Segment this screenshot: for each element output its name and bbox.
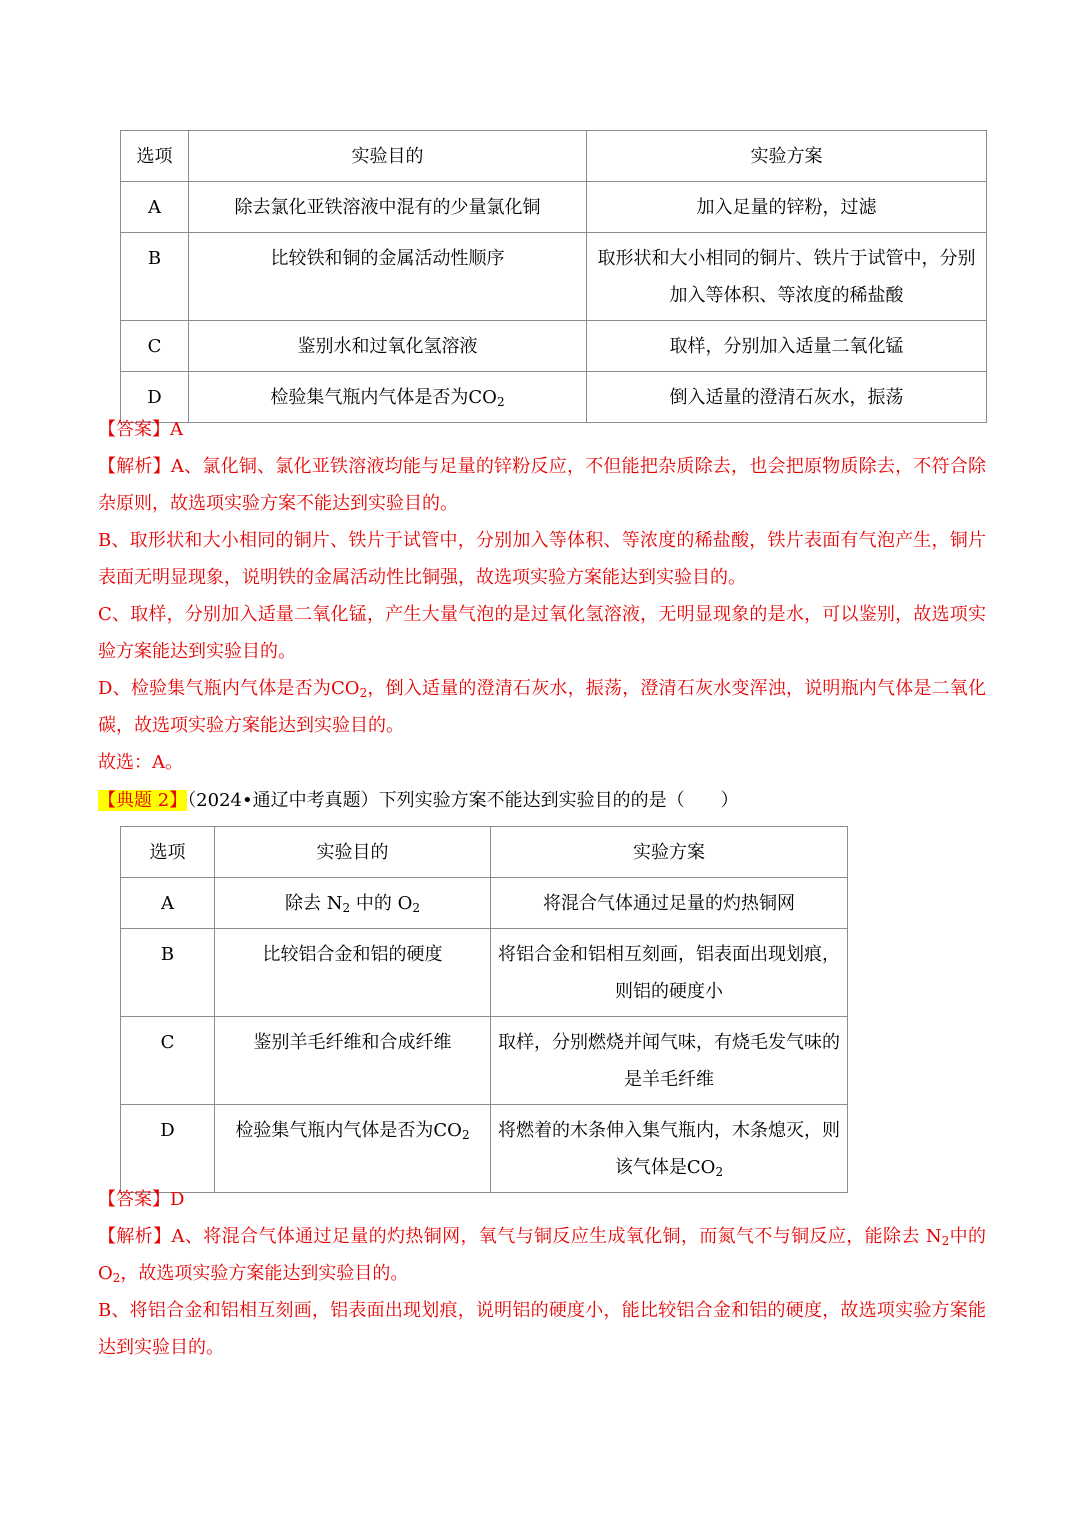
table-row xyxy=(121,182,987,233)
formula-subscript: 2 xyxy=(359,686,368,700)
goal-cell xyxy=(215,878,491,929)
header-option: 选项 xyxy=(121,827,215,878)
goal-cell: 鉴别水和过氧化氢溶液 xyxy=(189,321,587,372)
table-header-row xyxy=(121,827,848,878)
formula-subscript: 2 xyxy=(715,1165,724,1179)
answer-line xyxy=(98,411,986,448)
conclusion-line: 故选：A。 xyxy=(98,752,183,773)
analysis-paragraph-b: B、取形状和大小相同的铜片、铁片于试管中，分别加入等体积、等浓度的稀盐酸，铁片表面有气泡产生，铜片表面无明显现象，说明铁的金属活动性比铜强，故选项实验方案能达到实验目的。 xyxy=(98,530,986,588)
analysis-text: 中的 O xyxy=(98,1226,987,1284)
plan-cell: 倒入适量的澄清石灰水，振荡 xyxy=(587,372,987,423)
experiment-table-2 xyxy=(120,826,848,1193)
answer-tag: 【答案】 xyxy=(98,1189,170,1210)
option-cell: C xyxy=(121,321,189,372)
answer-value: A xyxy=(170,419,183,440)
formula-subscript: 2 xyxy=(941,1234,950,1248)
analysis-tag: 【解析】 xyxy=(98,1226,172,1247)
option-cell: D xyxy=(121,372,189,423)
goal-text: 中的 O xyxy=(350,893,413,914)
table-row xyxy=(121,233,987,321)
experiment-table-1 xyxy=(120,130,987,423)
plan-cell xyxy=(491,1105,848,1193)
formula-subscript: 2 xyxy=(412,901,420,915)
plan-cell: 取样，分别加入适量二氧化锰 xyxy=(587,321,987,372)
table-row xyxy=(121,878,848,929)
formula: CO xyxy=(468,387,497,408)
header-plan: 实验方案 xyxy=(587,131,987,182)
formula-subscript: 2 xyxy=(461,1128,470,1142)
plan-cell: 取样，分别燃烧并闻气味，有烧毛发气味的是羊毛纤维 xyxy=(491,1017,848,1105)
analysis-paragraph-b: B、将铝合金和铝相互刻画，铝表面出现划痕，说明铝的硬度小，能比较铝合金和铝的硬度，故选项实验方案能达到实验目的。 xyxy=(98,1300,986,1358)
option-cell: C xyxy=(121,1017,215,1105)
analysis-text: A、将混合气体通过足量的灼热铜网，氧气与铜反应生成氧化铜，而氮气不与铜反应，能除去 N xyxy=(171,1226,942,1247)
option-cell: A xyxy=(121,878,215,929)
table-row xyxy=(121,1105,848,1193)
goal-cell: 比较铁和铜的金属活动性顺序 xyxy=(189,233,587,321)
analysis-paragraph-a xyxy=(98,448,986,522)
table-row xyxy=(121,929,848,1017)
option-cell: A xyxy=(121,182,189,233)
question-stem: 下列实验方案不能达到实验目的的是（ ） xyxy=(378,790,739,811)
option-cell: B xyxy=(121,929,215,1017)
formula: CO xyxy=(331,678,360,699)
answer-analysis-2 xyxy=(98,1181,986,1366)
analysis-tag: 【解析】 xyxy=(98,456,171,477)
goal-cell: 比较铝合金和铝的硬度 xyxy=(215,929,491,1017)
formula-subscript: 2 xyxy=(496,395,505,409)
answer-line xyxy=(98,1181,986,1218)
goal-cell: 除去氯化亚铁溶液中混有的少量氯化铜 xyxy=(189,182,587,233)
answer-analysis-1 xyxy=(98,411,986,781)
plan-text: 将燃着的木条伸入集气瓶内，木条熄灭，则该气体是 xyxy=(498,1120,840,1178)
analysis-paragraph-a xyxy=(98,1218,986,1292)
analysis-text: ，倒入适量的澄清石灰水，振荡，澄清石灰水变浑浊，说明瓶内气体是二氧化碳，故选项实验方案能达到实验目的。 xyxy=(98,678,986,736)
goal-cell: 鉴别羊毛纤维和合成纤维 xyxy=(215,1017,491,1105)
goal-text: 检验集气瓶内气体是否为 xyxy=(235,1120,434,1141)
plan-cell: 加入足量的锌粉，过滤 xyxy=(587,182,987,233)
formula-subscript: 2 xyxy=(112,1271,121,1285)
analysis-text: D、检验集气瓶内气体是否为 xyxy=(98,678,332,699)
header-goal: 实验目的 xyxy=(189,131,587,182)
option-cell: B xyxy=(121,233,189,321)
analysis-text: ，故选项实验方案能达到实验目的。 xyxy=(120,1263,409,1284)
header-goal: 实验目的 xyxy=(215,827,491,878)
formula: CO xyxy=(686,1157,716,1178)
header-plan: 实验方案 xyxy=(491,827,848,878)
analysis-text: A、氯化铜、氯化亚铁溶液均能与足量的锌粉反应，不但能把杂质除去，也会把原物质除去，不符合除杂原则，故选项实验方案不能达到实验目的。 xyxy=(98,456,986,514)
table-row xyxy=(121,1017,848,1105)
option-cell: D xyxy=(121,1105,215,1193)
header-option: 选项 xyxy=(121,131,189,182)
question-tag: 【典题 2】 xyxy=(98,790,188,811)
plan-cell: 将混合气体通过足量的灼热铜网 xyxy=(491,878,848,929)
question-source: （2024•通辽中考真题） xyxy=(187,790,379,811)
answer-tag: 【答案】 xyxy=(98,419,170,440)
analysis-paragraph-d xyxy=(98,670,986,744)
table-header-row xyxy=(121,131,987,182)
plan-cell: 取形状和大小相同的铜片、铁片于试管中，分别加入等体积、等浓度的稀盐酸 xyxy=(587,233,987,321)
answer-value: D xyxy=(170,1189,185,1210)
formula: CO xyxy=(433,1120,462,1141)
goal-cell xyxy=(215,1105,491,1193)
analysis-paragraph-c: C、取样，分别加入适量二氧化锰，产生大量气泡的是过氧化氢溶液，无明显现象的是水，可以鉴别，故选项实验方案能达到实验目的。 xyxy=(98,604,986,662)
goal-text: 除去 N xyxy=(285,893,343,914)
table-row xyxy=(121,321,987,372)
question-2-heading xyxy=(98,782,986,819)
plan-cell: 将铝合金和铝相互刻画，铝表面出现划痕，则铝的硬度小 xyxy=(491,929,848,1017)
formula-subscript: 2 xyxy=(342,901,351,915)
goal-text: 检验集气瓶内气体是否为 xyxy=(270,387,469,408)
